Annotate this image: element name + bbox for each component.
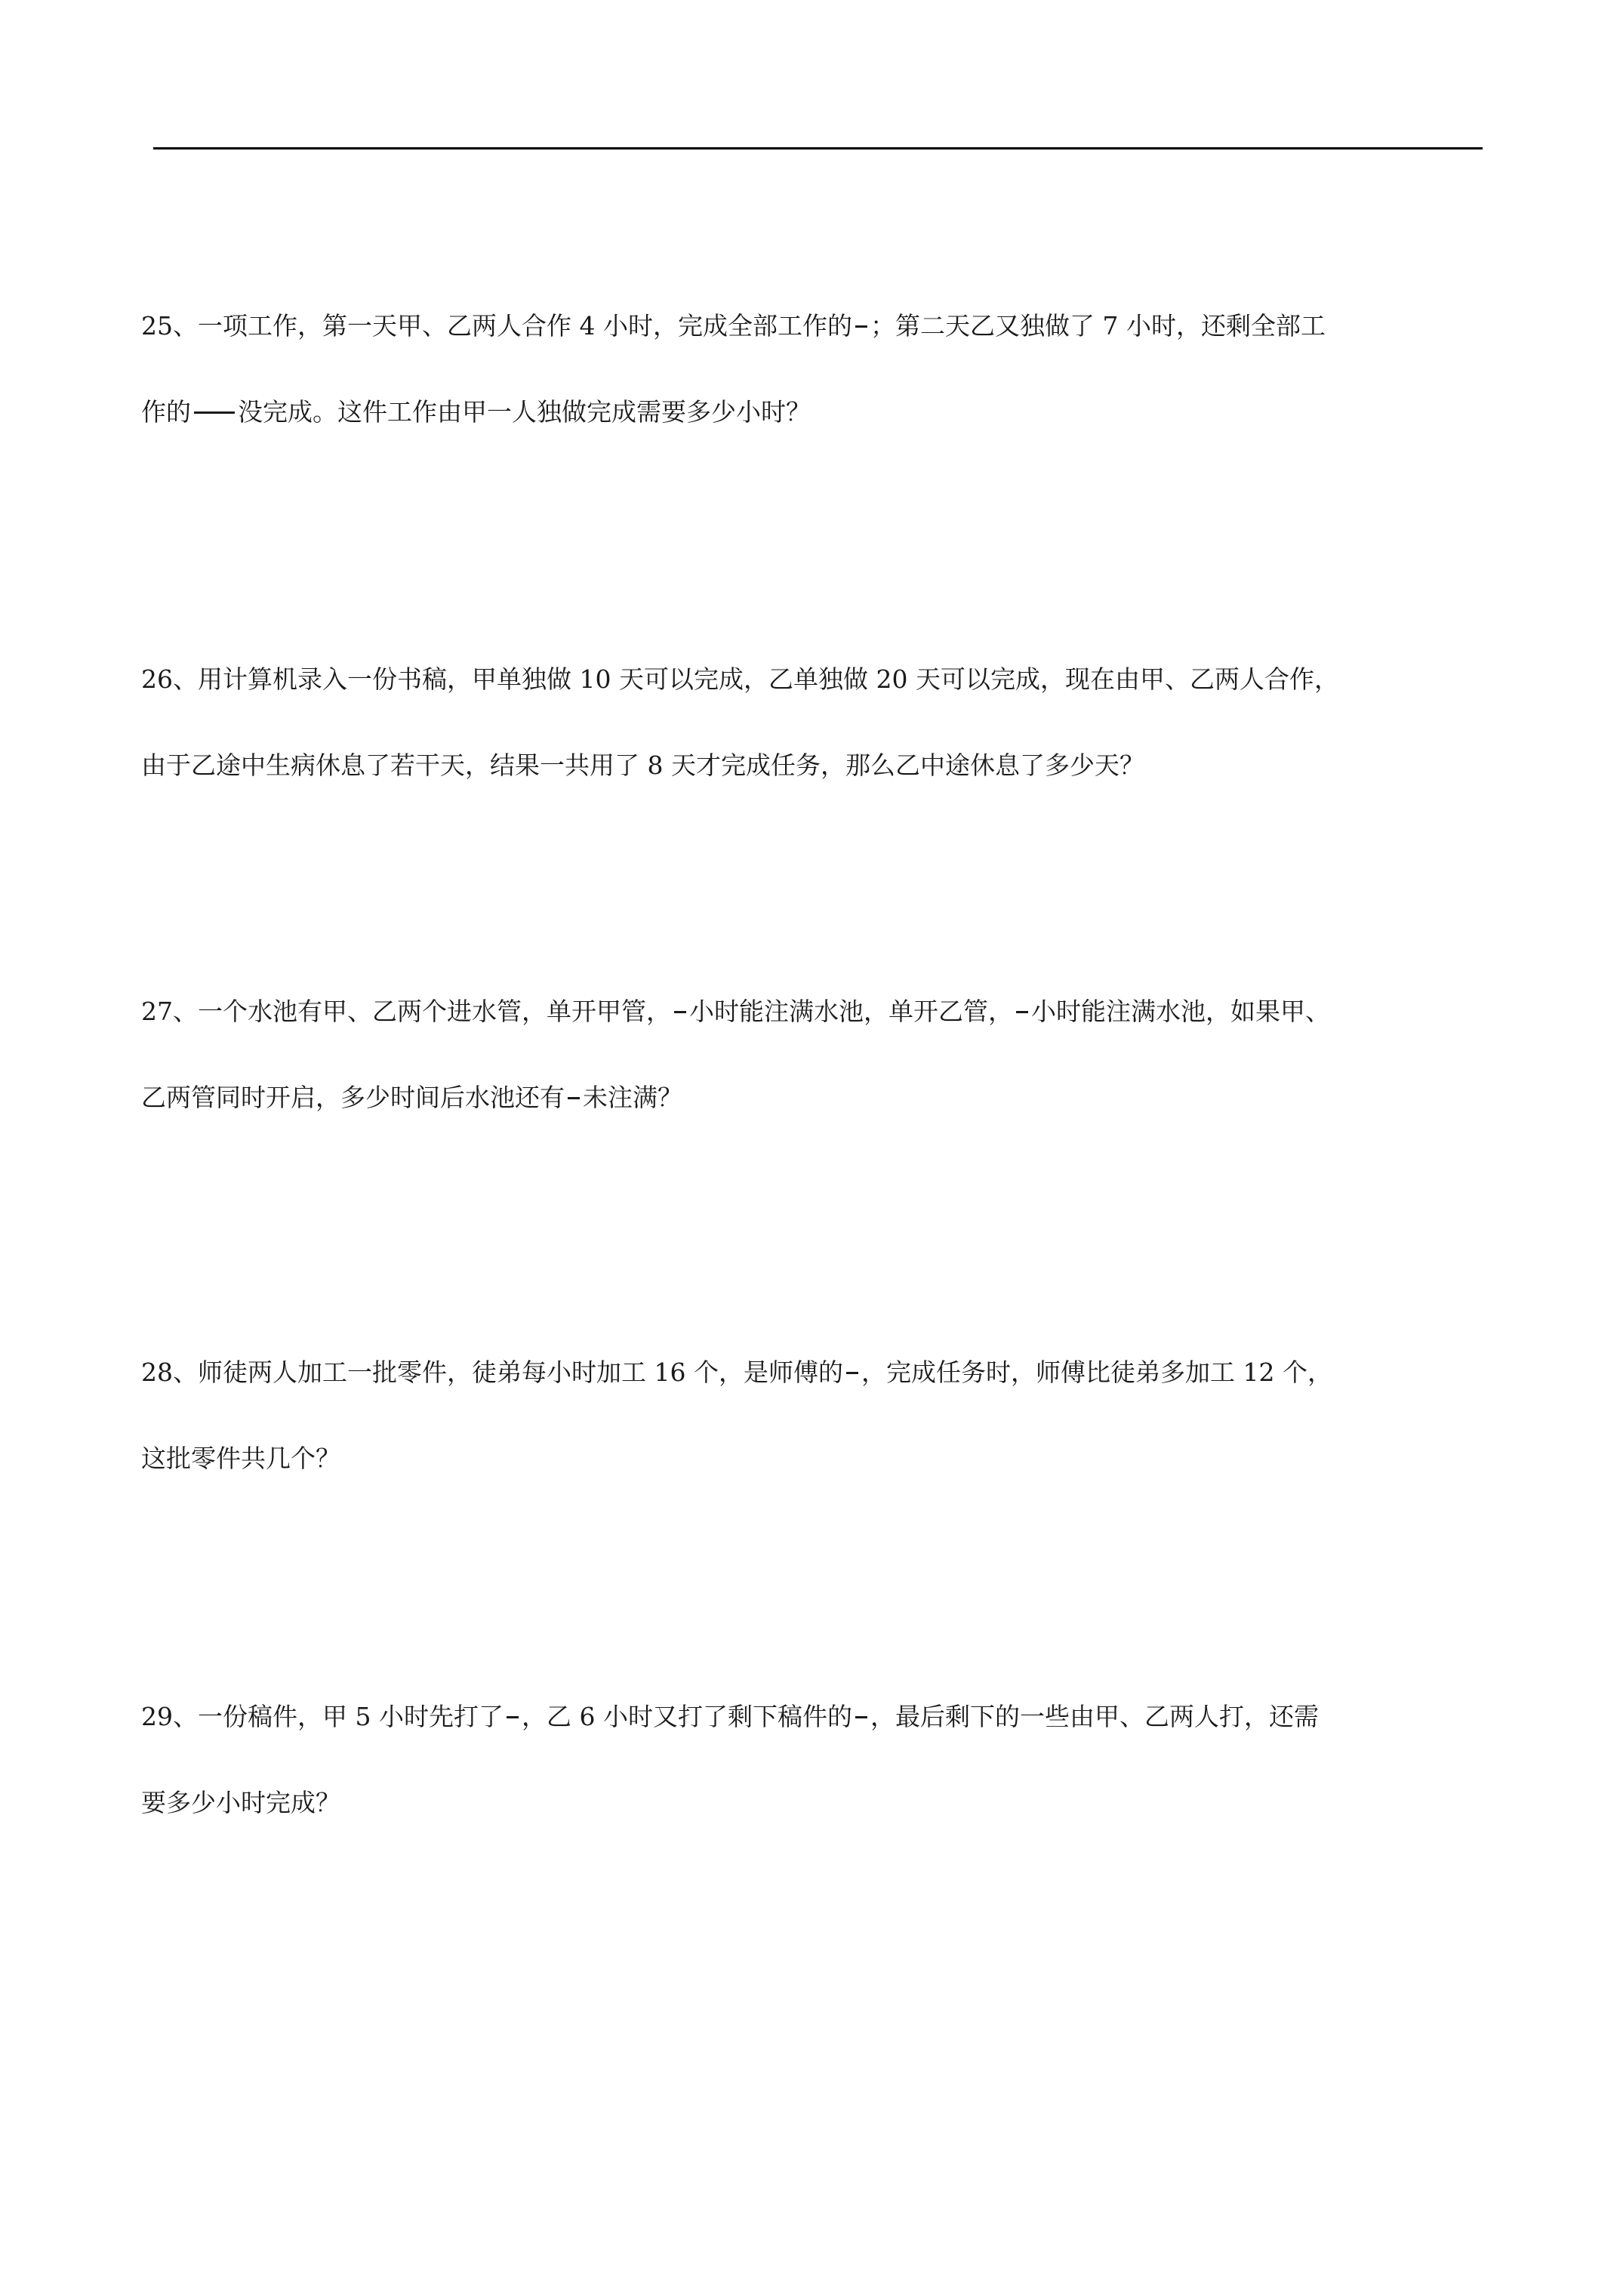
problem-number: 29、 xyxy=(141,1702,198,1731)
fraction-placeholder xyxy=(568,1097,580,1099)
problem-number: 26、 xyxy=(141,664,198,694)
problem-number: 25、 xyxy=(141,311,198,341)
fraction-placeholder xyxy=(855,1716,867,1718)
fraction-placeholder xyxy=(674,1011,686,1013)
problem-number: 27、 xyxy=(141,997,198,1026)
problem-26-line-2: 由于乙途中生病休息了若干天，结果一共用了 8 天才完成任务，那么乙中途休息了多少天？ xyxy=(141,750,1144,780)
fraction-placeholder xyxy=(1016,1011,1028,1013)
problem-number: 28、 xyxy=(141,1358,198,1387)
fraction-placeholder xyxy=(846,1372,858,1374)
problem-28-line-2: 这批零件共几个？ xyxy=(141,1444,340,1473)
problem-25-line-2: 作的 没完成。这件工作由甲一人独做完成需要多少小时？ xyxy=(141,397,811,427)
fraction-placeholder xyxy=(194,411,235,414)
problem-27-line-1: 27、一个水池有甲、乙两个进水管，单开甲管， 小时能注满水池，单开乙管， 小时能注满水池，如果甲、 xyxy=(141,997,1330,1026)
fraction-placeholder xyxy=(855,325,867,328)
problem-27-line-2: 乙两管同时开启，多少时间后水池还有 未注满？ xyxy=(141,1083,682,1112)
problem-28-line-1: 28、师徒两人加工一批零件，徒弟每小时加工 16 个，是师傅的 ，完成任务时，师傅比徒弟多加工 12 个， xyxy=(141,1358,1332,1387)
problem-29-line-2: 要多少小时完成？ xyxy=(141,1788,340,1817)
problem-29-line-1: 29、一份稿件，甲 5 小时先打了 ，乙 6 小时又打了剩下稿件的 ，最后剩下的一些由甲、乙两人打，还需 xyxy=(141,1702,1319,1731)
problem-26-line-1: 26、用计算机录入一份书稿，甲单独做 10 天可以完成，乙单独做 20 天可以完成，现在由甲、乙两人合作， xyxy=(141,664,1339,694)
problem-25-line-1: 25、一项工作，第一天甲、乙两人合作 4 小时，完成全部工作的 ；第二天乙又独做了 7 小时，还剩全部工 xyxy=(141,311,1326,341)
header-rule xyxy=(153,147,1483,149)
fraction-placeholder xyxy=(507,1716,519,1718)
